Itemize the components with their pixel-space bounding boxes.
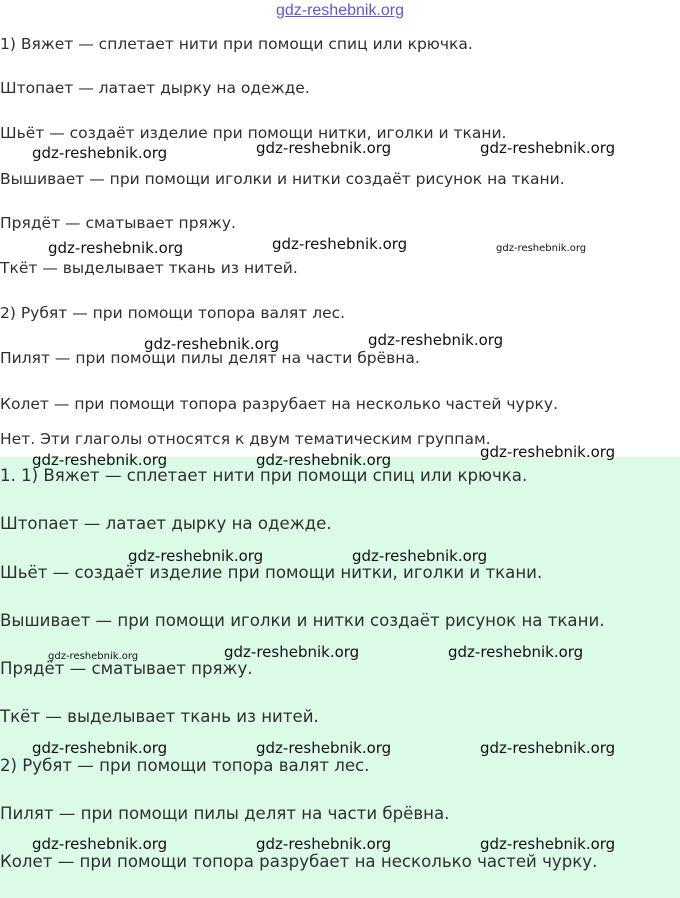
watermark-text: gdz-reshebnik.org [480,139,616,157]
answer-line: Штопает — латает дырку на одежде. [0,514,332,533]
watermark-text: gdz-reshebnik.org [32,144,168,162]
answer-line: 2) Рубят — при помощи топора валят лес. [0,756,370,775]
watermark-text: gdz-reshebnik.org [480,835,616,853]
watermark-text: gdz-reshebnik.org [480,739,616,757]
watermark-text: gdz-reshebnik.org [256,451,392,469]
watermark-link[interactable]: gdz-reshebnik.org [275,2,405,19]
watermark-text: gdz-reshebnik.org [368,331,504,349]
watermark-text: gdz-reshebnik.org [48,651,139,662]
answer-line: Штопает — латает дырку на одежде. [0,79,310,97]
answer-line: Шьёт — создаёт изделие при помощи нитки, иголки и ткани. [0,563,543,582]
answer-line: Шьёт — создаёт изделие при помощи нитки, иголки и ткани. [0,124,507,142]
watermark-text: gdz-reshebnik.org [144,335,280,353]
watermark-text: gdz-reshebnik.org [48,239,184,257]
answer-line: Прядёт — сматывает пряжу. [0,659,253,678]
answer-line: Пилят — при помощи пилы делят на части брёвна. [0,804,450,823]
answer-line: Колет — при помощи топора разрубает на несколько частей чурку. [0,395,558,413]
watermark-text: gdz-reshebnik.org [448,643,584,661]
watermark-text: gdz-reshebnik.org [224,643,360,661]
answer-line: Вышивает — при помощи иголки и нитки создаёт рисунок на ткани. [0,170,565,188]
watermark-text: gdz-reshebnik.org [256,739,392,757]
answer-line: Колет — при помощи топора разрубает на несколько частей чурку. [0,852,598,871]
watermark-text: gdz-reshebnik.org [32,739,168,757]
watermark-text: gdz-reshebnik.org [256,139,392,157]
answer-line: Ткёт — выделывает ткань из нитей. [0,259,298,277]
answer-line: 2) Рубят — при помощи топора валят лес. [0,304,346,322]
watermark-text: gdz-reshebnik.org [32,835,168,853]
answer-line: Нет. Эти глаголы относятся к двум тематическим группам. [0,430,491,448]
answer-line: Прядёт — сматывает пряжу. [0,214,236,232]
answer-line: 1. 1) Вяжет — сплетает нити при помощи спиц или крючка. [0,466,528,485]
watermark-text: gdz-reshebnik.org [128,547,264,565]
watermark-text: gdz-reshebnik.org [256,835,392,853]
watermark-text: gdz-reshebnik.org [352,547,488,565]
watermark-text: gdz-reshebnik.org [496,243,587,254]
answer-line: Пилят — при помощи пилы делят на части брёвна. [0,349,420,367]
watermark-text: gdz-reshebnik.org [32,451,168,469]
watermark-text: gdz-reshebnik.org [272,235,408,253]
answer-line: 1) Вяжет — сплетает нити при помощи спиц или крючка. [0,35,473,53]
answer-line: Ткёт — выделывает ткань из нитей. [0,707,319,726]
watermark-text: gdz-reshebnik.org [480,443,616,461]
answer-line: Вышивает — при помощи иголки и нитки создаёт рисунок на ткани. [0,611,605,630]
